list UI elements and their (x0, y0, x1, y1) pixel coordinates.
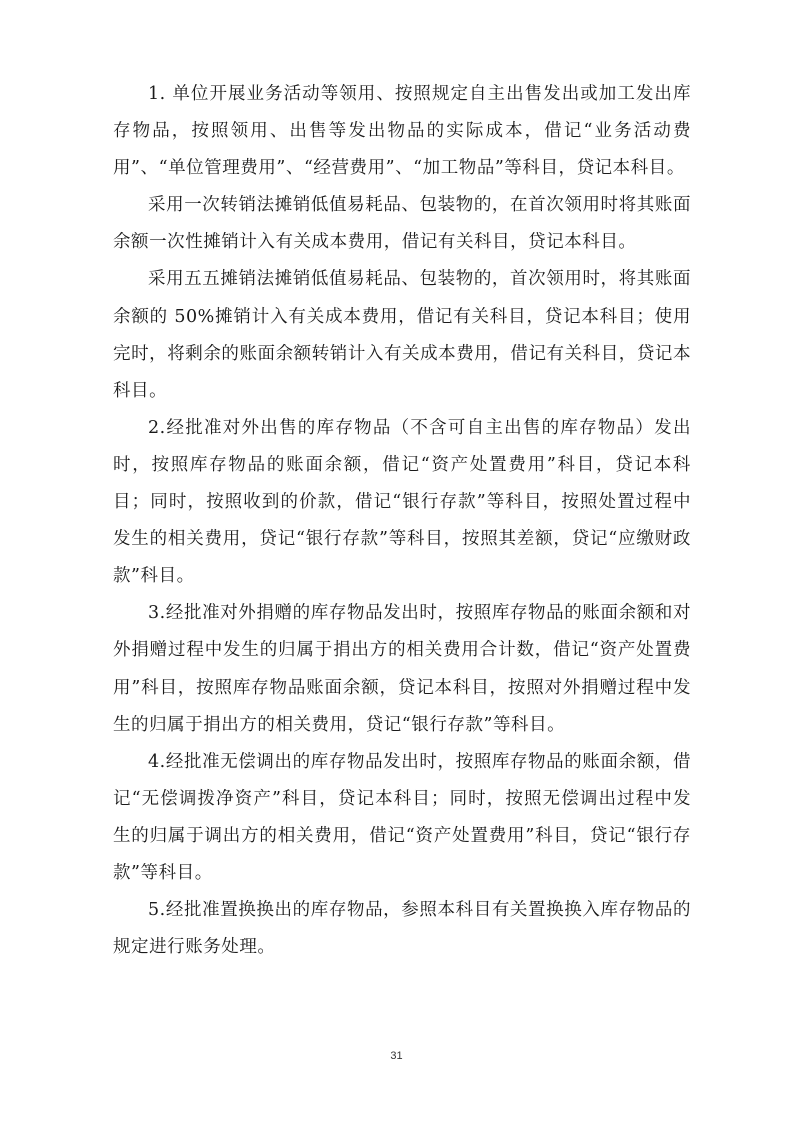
page-number: 31 (390, 1050, 403, 1062)
document-body (113, 76, 691, 966)
paragraph-1: 1. 单位开展业务活动等领用、按照规定自主出售发出或加工发出库存物品，按照领用、出售等发出物品的实际成本，借记“业务活动费用”、“单位管理费用”、“经营费用”、“加工物品”等科目，贷记本科目。 (113, 84, 691, 179)
paragraph-2: 采用一次转销法摊销低值易耗品、包装物的，在首次领用时将其账面余额一次性摊销计入有关成本费用，借记有关科目，贷记本科目。 (113, 195, 691, 253)
paragraph-6: 4.经批准无偿调出的库存物品发出时，按照库存物品的账面余额，借记“无偿调拨净资产”科目，贷记本科目；同时，按照无偿调出过程中发生的归属于调出方的相关费用，借记“资产处置费用”科目，贷记“银行存款”等科目。 (113, 751, 691, 883)
paragraph-7: 5.经批准置换换出的库存物品，参照本科目有关置换换入库存物品的规定进行账务处理。 (113, 900, 691, 958)
paragraph-3: 采用五五摊销法摊销低值易耗品、包装物的，首次领用时，将其账面余额的 50%摊销计入有关成本费用，借记有关科目，贷记本科目；使用完时，将剩余的账面余额转销计入有关成本费用，借记有关科目，贷记本科目。 (113, 269, 691, 401)
paragraph-4: 2.经批准对外出售的库存物品（不含可自主出售的库存物品）发出时，按照库存物品的账面余额，借记“资产处置费用”科目，贷记本科目；同时，按照收到的价款，借记“银行存款”等科目，按照处置过程中发生的相关费用，贷记“银行存款”等科目，按照其差额，贷记“应缴财政款”科目。 (113, 417, 691, 587)
paragraph-5: 3.经批准对外捐赠的库存物品发出时，按照库存物品的账面余额和对外捐赠过程中发生的归属于捐出方的相关费用合计数，借记“资产处置费用”科目，按照库存物品账面余额，贷记本科目，按照对外捐赠过程中发生的归属于捐出方的相关费用，贷记“银行存款”等科目。 (113, 603, 691, 735)
